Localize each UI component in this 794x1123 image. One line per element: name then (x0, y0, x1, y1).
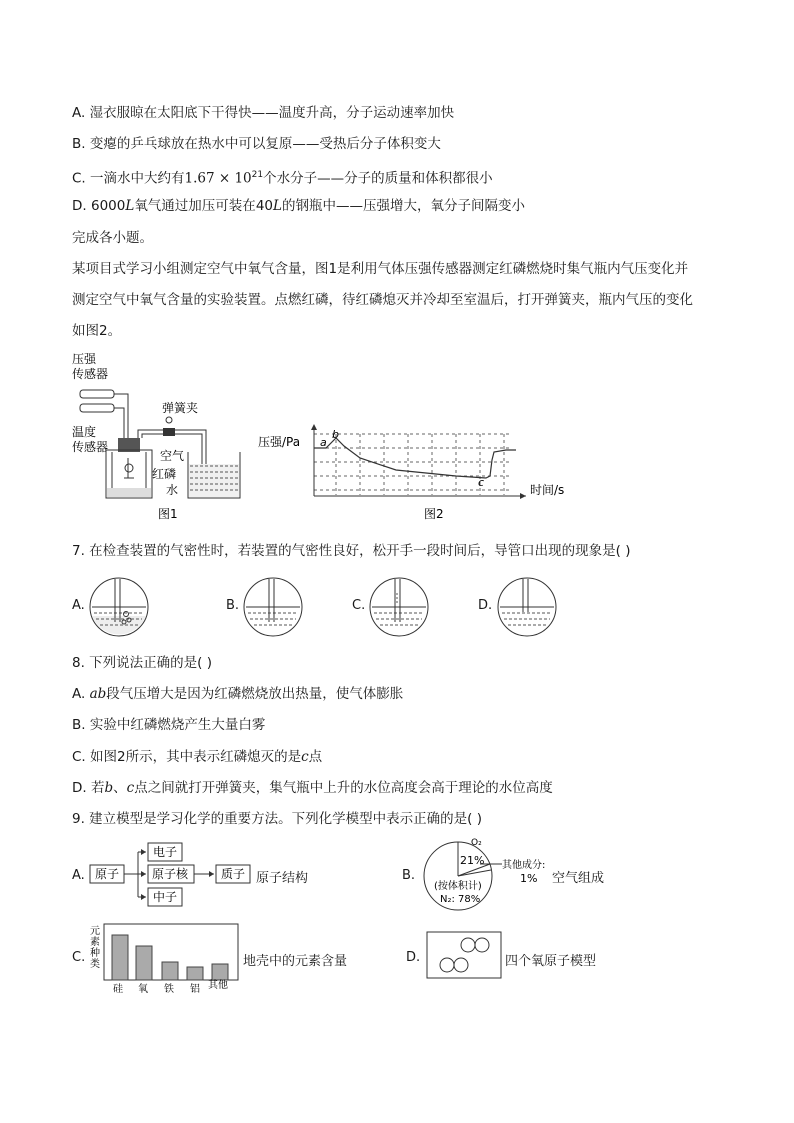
box-nucleus: 原子核 (152, 867, 189, 881)
point-a: a (320, 436, 327, 449)
pie-basis: (按体积计) (434, 881, 482, 892)
q7-option-c-label: C. (352, 598, 366, 613)
q9-oxygen-atom-model (426, 930, 504, 980)
q6-option-b: B. 变瘪的乒乓球放在热水中可以复原——受热后分子体积变大 (72, 136, 441, 152)
intro-line-3: 测定空气中氧气含量的实验装置。点燃红磷，待红磷熄灭并冷却至室温后，打开弹簧夹，瓶内气压的变化 (72, 292, 693, 308)
q6-option-d: D. 6000L氧气通过加压可装在40L的钢瓶中——压强增大，氧分子间隔变小 (72, 198, 525, 214)
intro-line-1: 完成各小题。 (72, 230, 153, 246)
point-c: c (478, 476, 485, 489)
q9-crust-element-chart (86, 922, 241, 994)
box-proton: 质子 (221, 867, 246, 881)
pie-other-pct: 1% (520, 872, 538, 885)
temp-sensor-label-2: 传感器 (72, 440, 109, 454)
q8-option-c: C. 如图2所示，其中表示红磷熄灭的是c点 (72, 749, 323, 765)
bar-fe (162, 962, 178, 980)
pressure-sensor-label-2: 传感器 (72, 367, 109, 381)
q7-option-a-label: A. (72, 598, 85, 613)
c-ylabel-2: 素 (90, 937, 100, 948)
q7-option-b-diagram (242, 576, 304, 638)
c-ylabel-3: 种 (90, 948, 100, 959)
bar-al (187, 967, 203, 980)
water-label: 水 (166, 483, 179, 497)
q7-option-a-diagram (88, 576, 150, 638)
c-ylabel-4: 类 (90, 959, 100, 970)
c-cat-fe: 铁 (164, 984, 174, 994)
q8-option-b: B. 实验中红磷燃烧产生大量白雾 (72, 717, 266, 733)
figure1-apparatus (66, 350, 266, 525)
q7-option-d-diagram (496, 576, 558, 638)
q9-option-c-caption: 地壳中的元素含量 (243, 954, 348, 969)
q9-atom-structure-model (86, 840, 256, 908)
pressure-curve (314, 438, 516, 478)
figure1-caption: 图1 (158, 507, 178, 521)
q7-option-d-label: D. (478, 598, 493, 613)
air-label: 空气 (160, 449, 185, 463)
pie-o2-pct: 21% (460, 854, 485, 867)
pressure-sensor-label-1: 压强 (72, 352, 97, 366)
temp-sensor-label-1: 温度 (72, 425, 97, 439)
pie-n2: N₂: 78% (440, 894, 481, 905)
q9-air-pie-chart (418, 834, 553, 912)
c-ylabel-1: 元 (90, 926, 100, 937)
box-neutron: 中子 (153, 890, 178, 904)
q9-option-d-label: D. (406, 950, 421, 965)
q9-option-c-label: C. (72, 950, 86, 965)
box-electron: 电子 (153, 845, 178, 859)
q9-stem: 9. 建立模型是学习化学的重要方法。下列化学模型中表示正确的是( ) (72, 811, 482, 827)
x-axis-label: 时间/s (530, 483, 565, 497)
c-cat-o: 氧 (138, 984, 148, 994)
intro-line-2: 某项目式学习小组测定空气中氧气含量，图1是利用气体压强传感器测定红磷燃烧时集气瓶内气压变化并 (72, 261, 689, 277)
pie-other-label: 其他成分: (502, 860, 546, 871)
clamp-label: 弹簧夹 (162, 401, 199, 415)
y-axis-label: 压强/Pa (258, 435, 301, 449)
q7-stem: 7. 在检查装置的气密性时，若装置的气密性良好，松开手一段时间后，导管口出现的现象是( ) (72, 543, 631, 559)
point-b: b (332, 428, 339, 441)
q9-option-b-caption: 空气组成 (552, 871, 605, 886)
q9-option-d-caption: 四个氧原子模型 (505, 954, 597, 969)
c-cat-other: 其他 (208, 980, 228, 991)
q9-option-a-caption: 原子结构 (256, 871, 309, 886)
phosphorus-label: 红磷 (152, 467, 177, 481)
q9-option-b-label: B. (402, 868, 416, 883)
box-atom: 原子 (95, 867, 120, 881)
bar-si (112, 935, 128, 980)
figure2-pressure-chart (256, 420, 576, 525)
q9-option-a-label: A. (72, 868, 85, 883)
figure2-caption: 图2 (424, 507, 444, 521)
c-cat-si: 硅 (113, 984, 123, 994)
c-cat-al: 铝 (190, 984, 200, 994)
intro-line-4: 如图2。 (72, 323, 122, 339)
bar-other (212, 964, 228, 980)
q8-option-d: D. 若b、c点之间就打开弹簧夹，集气瓶中上升的水位高度会高于理论的水位高度 (72, 780, 553, 796)
q7-option-b-label: B. (226, 598, 240, 613)
q6-option-a: A. 湿衣服晾在太阳底下干得快——温度升高，分子运动速率加快 (72, 105, 455, 121)
q7-option-c-diagram (368, 576, 430, 638)
q8-option-a: A. ab段气压增大是因为红磷燃烧放出热量，使气体膨胀 (72, 686, 404, 702)
pie-o2-label: O₂ (471, 838, 482, 848)
q8-stem: 8. 下列说法正确的是( ) (72, 655, 212, 671)
q6-option-c: C. 一滴水中大约有$1.67 \times 10^{21}$个水分子——分子的质量和体积都很小 (72, 170, 493, 187)
bar-o (136, 946, 152, 980)
